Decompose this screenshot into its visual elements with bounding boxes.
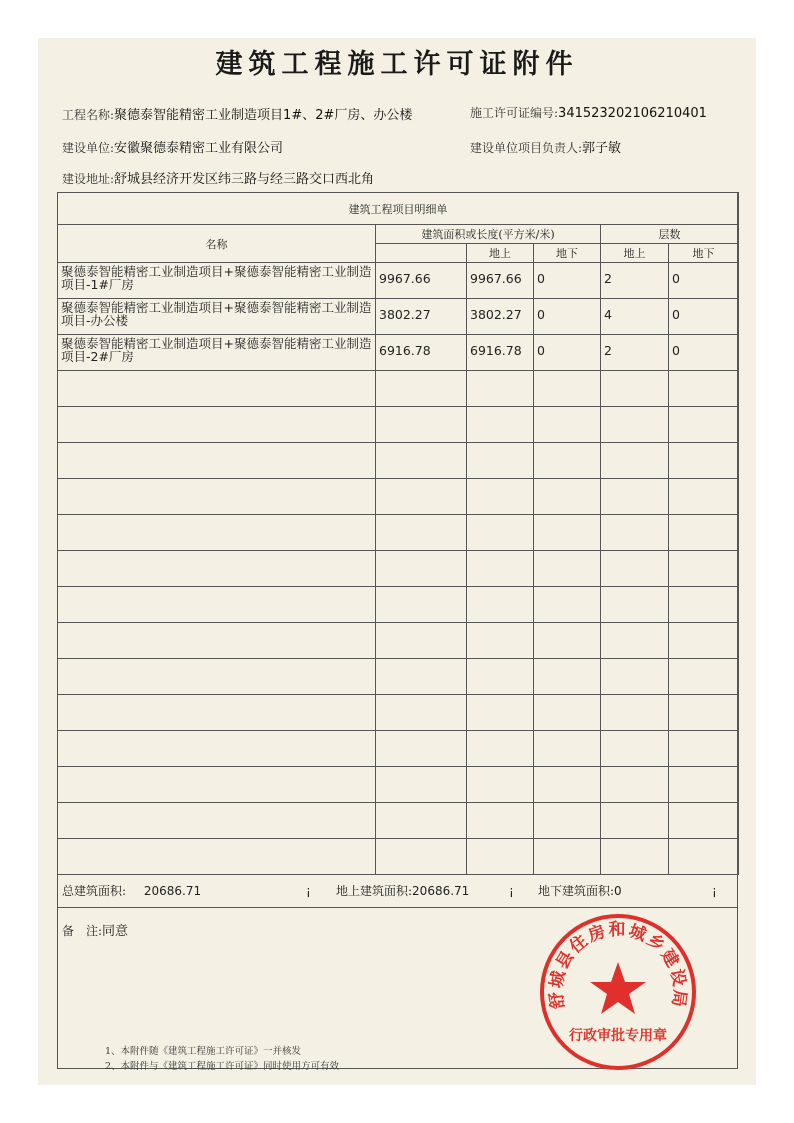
- permit-no-label: 施工许可证编号:: [470, 106, 559, 120]
- empty-cell: [669, 623, 739, 659]
- empty-cell: [58, 515, 376, 551]
- row-name: 聚德泰智能精密工业制造项目+聚德泰智能精密工业制造项目-办公楼: [61, 300, 372, 328]
- totals-divider: [57, 907, 738, 908]
- manager-value: 郭子敏: [582, 141, 622, 156]
- empty-cell: [376, 839, 467, 875]
- empty-cell: [601, 407, 669, 443]
- empty-cell: [601, 695, 669, 731]
- empty-cell: [601, 479, 669, 515]
- empty-cell: [601, 767, 669, 803]
- empty-cell: [467, 371, 534, 407]
- empty-cell: [467, 587, 534, 623]
- total-area-value: 20686.71: [143, 884, 202, 898]
- document-title: 建筑工程施工许可证附件: [215, 49, 579, 80]
- total-area-tick: ¡: [306, 884, 311, 898]
- above-ground-area-value: 20686.71: [412, 884, 470, 898]
- empty-cell: [467, 659, 534, 695]
- builder-label: 建设单位:: [62, 141, 115, 155]
- star-icon: [590, 962, 646, 1014]
- empty-cell: [601, 839, 669, 875]
- header-floors-above: 地上: [601, 244, 669, 263]
- below-ground-area: [538, 882, 622, 899]
- empty-cell: [669, 551, 739, 587]
- empty-cell: [58, 371, 376, 407]
- empty-cell: [58, 551, 376, 587]
- column-area-header: 建筑面积或长度(平方米/米): [376, 225, 601, 244]
- empty-cell: [467, 479, 534, 515]
- header-area-below: 地下: [534, 244, 601, 263]
- empty-table-row: [58, 803, 739, 839]
- row-area: 9967.66: [379, 271, 431, 286]
- address-label: 建设地址:: [62, 172, 115, 186]
- table-row: [58, 263, 739, 299]
- empty-table-row: [58, 695, 739, 731]
- empty-cell: [534, 659, 601, 695]
- above-ground-area: [336, 882, 469, 899]
- empty-table-row: [58, 479, 739, 515]
- empty-cell: [376, 623, 467, 659]
- remarks-label: 备 注:: [62, 924, 103, 938]
- empty-cell: [534, 515, 601, 551]
- empty-cell: [601, 587, 669, 623]
- empty-cell: [534, 803, 601, 839]
- empty-cell: [376, 515, 467, 551]
- empty-cell: [669, 803, 739, 839]
- table-caption: 建筑工程项目明细单: [58, 193, 739, 225]
- below-ground-area-value: 0: [614, 884, 622, 898]
- empty-cell: [376, 479, 467, 515]
- empty-cell: [601, 515, 669, 551]
- remarks-value: 同意: [102, 924, 129, 939]
- address-row: [62, 168, 374, 187]
- row-name: 聚德泰智能精密工业制造项目+聚德泰智能精密工业制造项目-2#厂房: [61, 336, 372, 364]
- column-floors-header: 层数: [601, 225, 739, 244]
- row-name: 聚德泰智能精密工业制造项目+聚德泰智能精密工业制造项目-1#厂房: [61, 264, 372, 292]
- project-name-label: 工程名称:: [62, 108, 115, 122]
- empty-cell: [669, 371, 739, 407]
- empty-cell: [669, 515, 739, 551]
- empty-cell: [534, 371, 601, 407]
- address-value: 舒城县经济开发区纬三路与经三路交口西北角: [114, 172, 375, 187]
- empty-cell: [58, 839, 376, 875]
- empty-cell: [376, 803, 467, 839]
- permit-no-row: [470, 104, 707, 121]
- empty-cell: [58, 695, 376, 731]
- row-area-above: 3802.27: [470, 307, 522, 322]
- row-floors-below: 0: [672, 343, 680, 358]
- table-row: [58, 299, 739, 335]
- empty-table-row: [58, 443, 739, 479]
- empty-cell: [58, 407, 376, 443]
- empty-cell: [376, 551, 467, 587]
- empty-table-row: [58, 659, 739, 695]
- builder-value: 安徽聚德泰精密工业有限公司: [114, 141, 284, 156]
- project-name-row: [62, 104, 412, 123]
- remarks: [62, 920, 128, 939]
- empty-table-row: [58, 623, 739, 659]
- seal-inner-text: 行政审批专用章: [569, 1028, 667, 1044]
- manager-row: [470, 137, 621, 156]
- empty-cell: [669, 839, 739, 875]
- empty-cell: [669, 659, 739, 695]
- row-area-above: 6916.78: [470, 343, 522, 358]
- empty-cell: [467, 515, 534, 551]
- empty-cell: [467, 731, 534, 767]
- row-area-above: 9967.66: [470, 271, 522, 286]
- empty-cell: [376, 695, 467, 731]
- empty-cell: [467, 839, 534, 875]
- empty-cell: [669, 479, 739, 515]
- empty-cell: [669, 731, 739, 767]
- empty-cell: [601, 659, 669, 695]
- empty-cell: [669, 407, 739, 443]
- empty-cell: [58, 443, 376, 479]
- empty-cell: [376, 587, 467, 623]
- empty-cell: [58, 479, 376, 515]
- empty-table-row: [58, 731, 739, 767]
- empty-cell: [534, 623, 601, 659]
- empty-table-row: [58, 839, 739, 875]
- empty-cell: [467, 443, 534, 479]
- empty-cell: [601, 371, 669, 407]
- empty-cell: [467, 767, 534, 803]
- header-area-above: 地上: [467, 244, 534, 263]
- empty-table-row: [58, 551, 739, 587]
- empty-cell: [601, 443, 669, 479]
- empty-cell: [376, 731, 467, 767]
- row-floors-above: 2: [604, 271, 612, 286]
- row-area-below: 0: [537, 307, 545, 322]
- project-detail-table: [57, 192, 739, 875]
- official-seal: [538, 912, 698, 1072]
- row-area-below: 0: [537, 343, 545, 358]
- above-ground-area-label: 地上建筑面积:: [336, 884, 413, 898]
- empty-cell: [467, 551, 534, 587]
- row-floors-above: 4: [604, 307, 612, 322]
- empty-cell: [601, 803, 669, 839]
- empty-cell: [376, 767, 467, 803]
- empty-cell: [534, 767, 601, 803]
- seal-outer-text: 舒城县住房和城乡建设局: [546, 920, 690, 1010]
- manager-label: 建设单位项目负责人:: [470, 141, 583, 155]
- empty-cell: [601, 623, 669, 659]
- empty-cell: [601, 551, 669, 587]
- empty-table-row: [58, 515, 739, 551]
- empty-cell: [467, 803, 534, 839]
- empty-cell: [534, 695, 601, 731]
- empty-rows: [58, 371, 739, 875]
- row-area-below: 0: [537, 271, 545, 286]
- empty-cell: [58, 659, 376, 695]
- empty-cell: [467, 695, 534, 731]
- empty-cell: [669, 695, 739, 731]
- empty-cell: [534, 407, 601, 443]
- header-floors-below: 地下: [669, 244, 739, 263]
- empty-cell: [669, 587, 739, 623]
- header-empty: [376, 244, 467, 263]
- empty-table-row: [58, 587, 739, 623]
- empty-cell: [669, 443, 739, 479]
- row-floors-below: 0: [672, 271, 680, 286]
- empty-cell: [534, 443, 601, 479]
- empty-cell: [601, 731, 669, 767]
- builder-row: [62, 137, 283, 156]
- permit-no-value: 341523202106210401: [558, 106, 707, 121]
- footnote-1: 1、本附件随《建筑工程施工许可证》一并核发: [105, 1046, 302, 1057]
- row-floors-below: 0: [672, 307, 680, 322]
- total-area-label: 总建筑面积:: [62, 884, 127, 898]
- empty-cell: [58, 767, 376, 803]
- row-area: 3802.27: [379, 307, 431, 322]
- empty-cell: [376, 443, 467, 479]
- empty-cell: [534, 839, 601, 875]
- empty-cell: [534, 587, 601, 623]
- below-ground-tick: ¡: [712, 884, 717, 898]
- empty-cell: [58, 587, 376, 623]
- empty-cell: [58, 731, 376, 767]
- empty-table-row: [58, 371, 739, 407]
- empty-cell: [669, 767, 739, 803]
- empty-cell: [534, 479, 601, 515]
- empty-cell: [534, 551, 601, 587]
- table-row: [58, 335, 739, 371]
- above-ground-tick: ¡: [509, 884, 514, 898]
- row-floors-above: 2: [604, 343, 612, 358]
- row-area: 6916.78: [379, 343, 431, 358]
- empty-cell: [58, 803, 376, 839]
- empty-cell: [58, 623, 376, 659]
- empty-cell: [467, 623, 534, 659]
- column-name-header: 名称: [58, 225, 376, 263]
- empty-cell: [376, 407, 467, 443]
- empty-cell: [376, 659, 467, 695]
- below-ground-area-label: 地下建筑面积:: [538, 884, 615, 898]
- empty-table-row: [58, 407, 739, 443]
- footnote-2: 2、本附件与《建筑工程施工许可证》同时使用方可有效: [105, 1061, 340, 1072]
- empty-cell: [467, 407, 534, 443]
- empty-table-row: [58, 767, 739, 803]
- project-name-value: 聚德泰智能精密工业制造项目1#、2#厂房、办公楼: [114, 108, 413, 123]
- empty-cell: [534, 731, 601, 767]
- empty-cell: [376, 371, 467, 407]
- total-area: [62, 882, 201, 899]
